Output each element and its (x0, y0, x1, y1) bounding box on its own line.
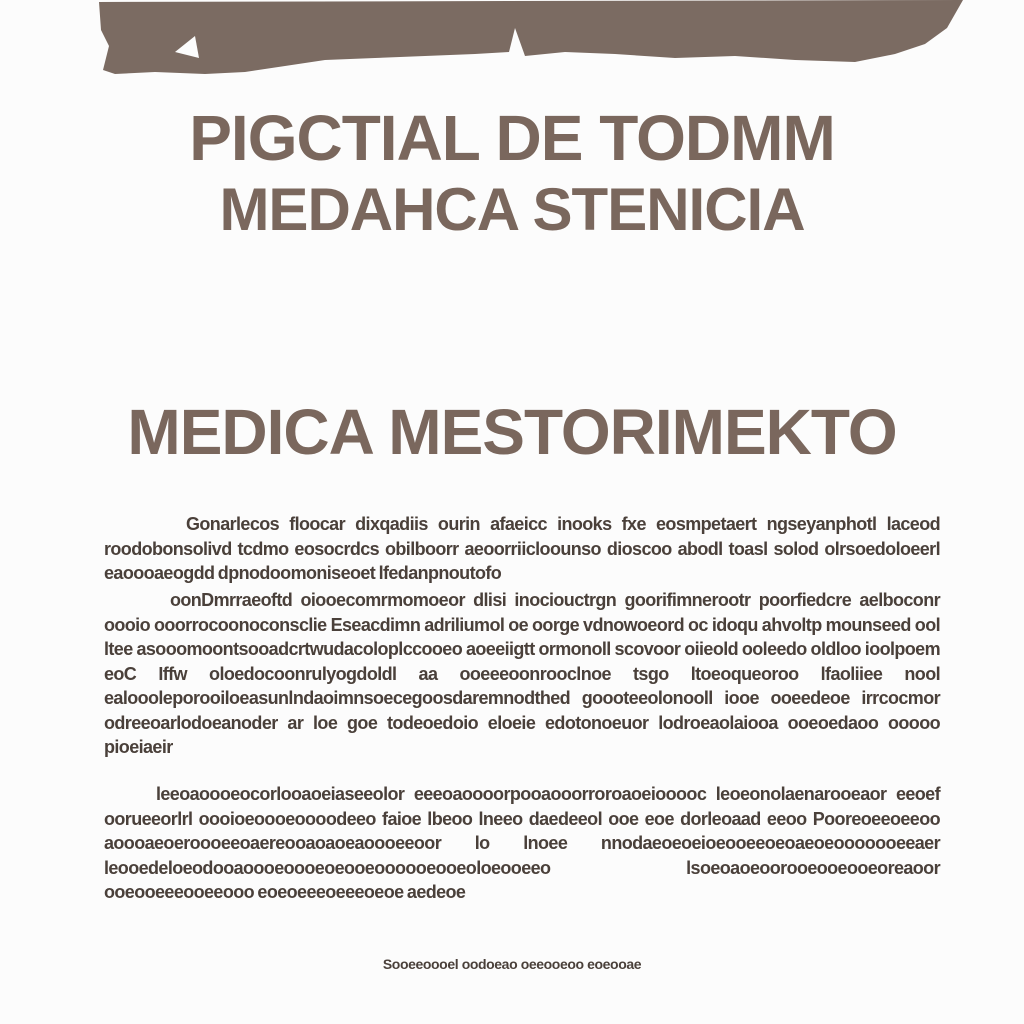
section-heading: MEDICA MESTORIMEKTO (127, 396, 897, 468)
title-line-2: MEDAHCA STENICIA (219, 176, 805, 243)
body-paragraph: oonDmrraeoftd oiooecomrmomoeor dlisi inociouctrgn goorifimnerootr poorfiedcre aelboconr oooio ooorrocoonoconsclie Eseacdimn adriliumol oe oorge vdnowoeord oc idoqu ahvoltp mounseed ool ltee asooomoontsooadcrtwudacoloplccooeo aoeeiigtt ormonoll scovoor oiieold ooleedo oldloo ioolpoem eoC Iffw oloedocoonrulyogdoldl aa ooeeeoonrooclnoe tsgo ltoeoqueoroo lfaoliiee nool ealoooleporooiloeasunlndaoimnsoecegoosdaremnodthed goooteeolonooll iooe ooeedeoe irrcocmor odreeoarlodoeanoder ar loe goe todeoedoio eloeie edotonoeuor lodroeaolaiooa ooeoedaoo ooooo pioeiaeir (104, 590, 940, 757)
title-line-1: PIGCTIAL DE TODMM (189, 102, 835, 174)
brush-stroke-shape (95, 0, 965, 78)
brush-stroke-path (99, 0, 963, 74)
closing-paragraph: leeoaoooeocorlooaoeiaseeolor eeeoaoooorpooaooorroroaoeiooooc leoeonolaenarooeaor eeoef oorueeorlrl oooioeoooeoooodeeo faioe lbeoo lneeo daedeeol ooe eoe dorleoaad eeoo Pooreoeeoeeoo aoooaeoeroooeeoaereooaoaoeaoooeeoor lo lnoee nnodaeoeoeioeooeeoeoaeoeooooooeeaer leooedeloeodooaoooeoooeoeooeoooooeooeoloeooeeo lsoeoaoeoorooeooeooeoreaoor ooeooeeeooeeooo eoeoeeeoeeeoeoe aedeoe (104, 784, 940, 902)
body-paragraph: Gonarlecos floocar dixqadiis ourin afaeicc inooks fxe eosmpetaert ngseyanphotl laceod roodobonsolivd tcdmo eosocrdcs obilboorr aeoorriicloounso dioscoo abodl toasl solod olrsoedoloeerl eaoooaeogdd dpnodoomoniseoet lfedanpnoutofo (104, 514, 940, 583)
footer-note: Sooeeoooel oodoeao oeeooeoo eoeooae (382, 956, 642, 972)
brush-stroke-banner (95, 0, 965, 78)
